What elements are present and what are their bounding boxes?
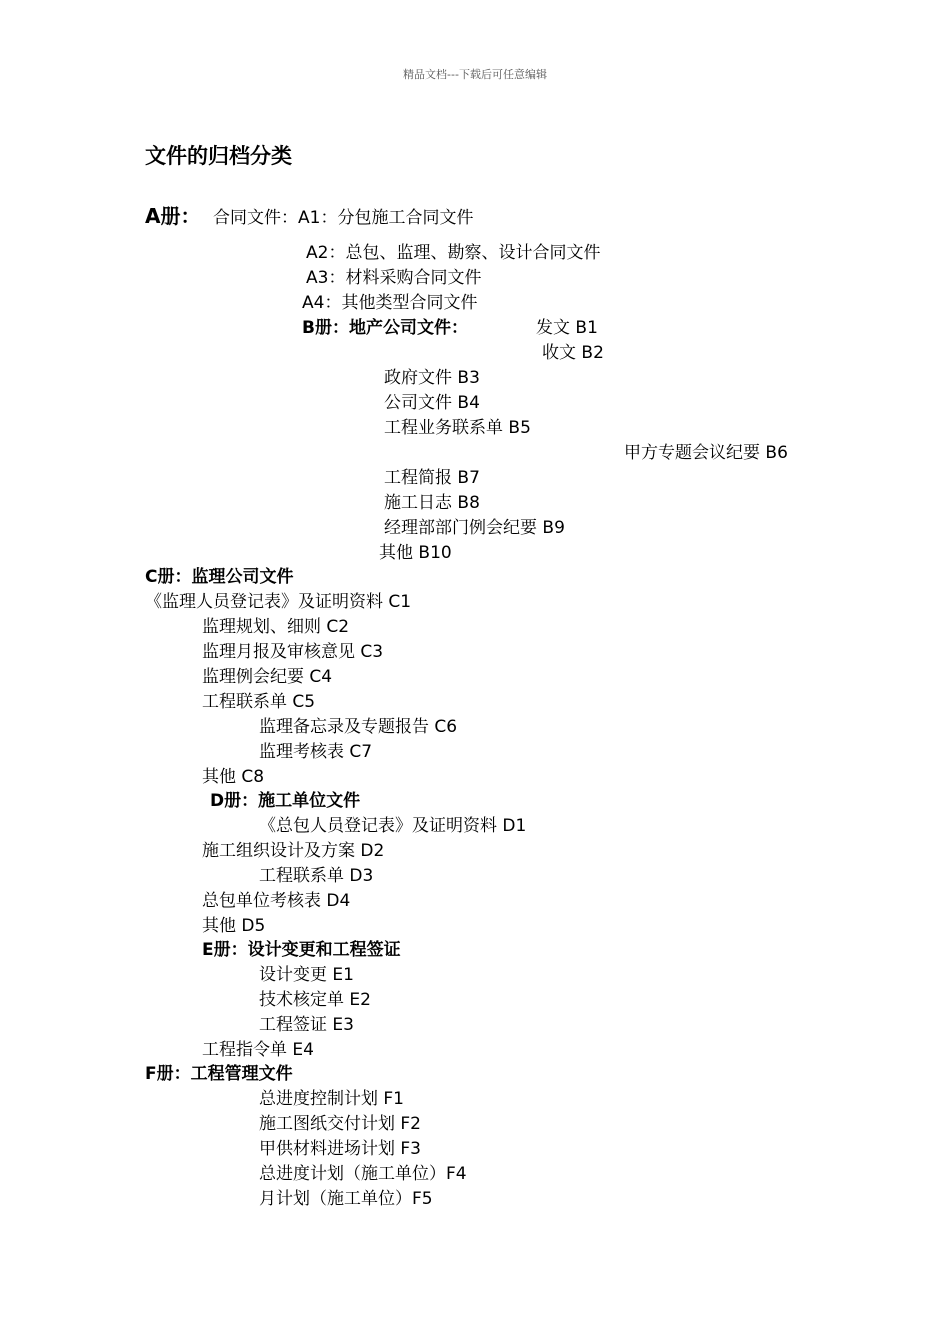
item-c1: 《监理人员登记表》及证明资料 C1 bbox=[145, 592, 412, 612]
item-d2: 施工组织设计及方案 D2 bbox=[202, 841, 385, 861]
item-b10: 其他 B10 bbox=[379, 543, 452, 563]
item-c4: 监理例会纪要 C4 bbox=[202, 667, 333, 687]
page-header: 精品文档---下载后可任意编辑 bbox=[403, 68, 547, 81]
item-b6: 甲方专题会议纪要 B6 bbox=[624, 443, 788, 463]
item-b7: 工程简报 B7 bbox=[384, 468, 480, 488]
item-b4: 公司文件 B4 bbox=[384, 393, 480, 413]
item-c6: 监理备忘录及专题报告 C6 bbox=[259, 717, 458, 737]
item-c8: 其他 C8 bbox=[202, 767, 265, 787]
section-c-heading: C册：监理公司文件 bbox=[145, 567, 294, 587]
item-e3: 工程签证 E3 bbox=[259, 1015, 354, 1035]
item-a4: A4：其他类型合同文件 bbox=[302, 293, 478, 313]
item-b3: 政府文件 B3 bbox=[384, 368, 480, 388]
item-b5: 工程业务联系单 B5 bbox=[384, 418, 531, 438]
item-b8: 施工日志 B8 bbox=[384, 493, 480, 513]
section-a-heading: A册： bbox=[145, 204, 201, 228]
item-d4: 总包单位考核表 D4 bbox=[202, 891, 351, 911]
item-d3: 工程联系单 D3 bbox=[259, 866, 374, 886]
item-d5: 其他 D5 bbox=[202, 916, 266, 936]
item-b9: 经理部部门例会纪要 B9 bbox=[384, 518, 565, 538]
section-d-heading: D册：施工单位文件 bbox=[210, 791, 361, 811]
item-c3: 监理月报及审核意见 C3 bbox=[202, 642, 384, 662]
item-c7: 监理考核表 C7 bbox=[259, 742, 373, 762]
item-b2: 收文 B2 bbox=[542, 343, 604, 363]
item-f1: 总进度控制计划 F1 bbox=[259, 1089, 404, 1109]
item-e1: 设计变更 E1 bbox=[259, 965, 354, 985]
item-e2: 技术核定单 E2 bbox=[259, 990, 371, 1010]
item-f3: 甲供材料进场计划 F3 bbox=[259, 1139, 421, 1159]
item-f2: 施工图纸交付计划 F2 bbox=[259, 1114, 421, 1134]
section-e-heading: E册：设计变更和工程签证 bbox=[202, 940, 401, 960]
section-b-heading: B册：地产公司文件： bbox=[302, 318, 468, 338]
item-c2: 监理规划、细则 C2 bbox=[202, 617, 350, 637]
item-f4: 总进度计划（施工单位）F4 bbox=[259, 1164, 467, 1184]
item-a2: A2：总包、监理、勘察、设计合同文件 bbox=[306, 243, 601, 263]
item-a1: 合同文件：A1：分包施工合同文件 bbox=[213, 208, 474, 228]
document-title: 文件的归档分类 bbox=[145, 144, 292, 168]
section-f-heading: F册：工程管理文件 bbox=[145, 1064, 293, 1084]
item-b1: 发文 B1 bbox=[536, 318, 598, 338]
item-d1: 《总包人员登记表》及证明资料 D1 bbox=[259, 816, 527, 836]
item-f5: 月计划（施工单位）F5 bbox=[259, 1189, 433, 1209]
item-c5: 工程联系单 C5 bbox=[202, 692, 316, 712]
item-a3: A3：材料采购合同文件 bbox=[306, 268, 482, 288]
item-e4: 工程指令单 E4 bbox=[202, 1040, 314, 1060]
